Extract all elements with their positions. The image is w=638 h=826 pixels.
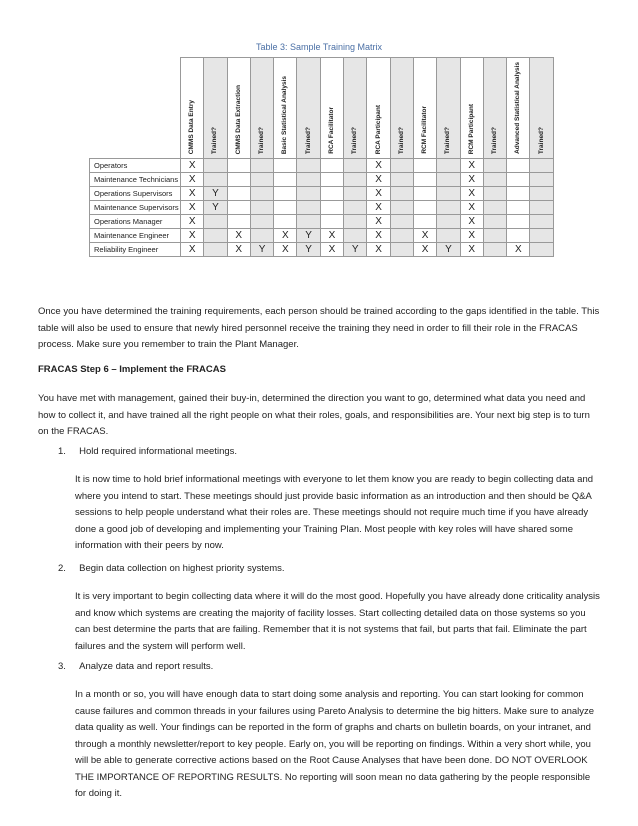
matrix-cell (507, 215, 530, 229)
matrix-cell: X (320, 229, 343, 243)
matrix-cell (274, 159, 297, 173)
matrix-cell (390, 201, 413, 215)
matrix-cell (413, 215, 436, 229)
matrix-cell: Y (204, 187, 227, 201)
matrix-cell (437, 187, 460, 201)
matrix-cell (483, 243, 506, 257)
intro-paragraph: Once you have determined the training requirements, each person should be trained according to the gaps identified in the table. This table will also be used to ensure that newly hired personnel receive the training they need in order to fill their role in the FRACAS process. Make sure you remember to train the Plant Manager. (38, 306, 600, 350)
matrix-cell (227, 201, 250, 215)
matrix-row (90, 159, 554, 173)
table-caption: Table 3: Sample Training Matrix (255, 42, 383, 52)
list-title: Hold required informational meetings. (79, 446, 238, 457)
list-item-2 (58, 563, 285, 574)
matrix-corner (90, 58, 181, 159)
row-label: Operations Manager (90, 215, 181, 229)
list-body: It is very important to begin collecting data where it will do the most good. Hopefully you have already done criticality analysis and know which systems are creating the majority of facility losses. Start collecting detailed data on those systems so you can best determine the parts that are failing. Remember that it is not systems that fail, but parts that fail. Eliminate the part failures and the system will perform well. (75, 591, 600, 652)
matrix-body (90, 159, 554, 257)
matrix-cell (320, 173, 343, 187)
matrix-cell: X (181, 159, 204, 173)
matrix-cell: X (274, 243, 297, 257)
column-header: RCM Facilitator (413, 58, 436, 159)
list-title: Begin data collection on highest priority systems. (79, 563, 285, 574)
matrix-cell (297, 173, 320, 187)
matrix-cell (250, 215, 273, 229)
column-header: Trained? (297, 58, 320, 159)
section-paragraph: You have met with management, gained their buy-in, determined the direction you want to go, determined what data you need and how to collect it, and have trained all the right people on what their roles, goals, and responsibilities are. Your next big step is to turn on the FRACAS. (38, 393, 590, 437)
matrix-cell (320, 201, 343, 215)
matrix-row (90, 243, 554, 257)
matrix-cell (483, 229, 506, 243)
matrix-cell (344, 173, 367, 187)
matrix-cell (437, 173, 460, 187)
matrix-cell: Y (250, 243, 273, 257)
matrix-cell: X (460, 187, 483, 201)
column-header: CMMS Data Entry (181, 58, 204, 159)
list-title: Analyze data and report results. (79, 661, 214, 672)
row-label: Maintenance Engineer (90, 229, 181, 243)
matrix-cell: X (181, 215, 204, 229)
matrix-cell (274, 173, 297, 187)
matrix-cell (483, 201, 506, 215)
matrix-cell (483, 159, 506, 173)
matrix-cell: Y (344, 243, 367, 257)
matrix-cell (250, 159, 273, 173)
matrix-cell: X (460, 215, 483, 229)
matrix-cell (320, 215, 343, 229)
matrix-cell: X (413, 243, 436, 257)
matrix-cell: X (320, 243, 343, 257)
matrix-cell: X (413, 229, 436, 243)
matrix-cell (274, 215, 297, 229)
matrix-cell: Y (297, 243, 320, 257)
matrix-cell (250, 173, 273, 187)
matrix-cell (227, 159, 250, 173)
matrix-cell (507, 229, 530, 243)
column-header: Trained? (344, 58, 367, 159)
matrix-cell (204, 173, 227, 187)
matrix-cell (297, 187, 320, 201)
matrix-cell (530, 229, 553, 243)
matrix-cell: X (460, 243, 483, 257)
matrix-cell: X (367, 229, 390, 243)
matrix-cell: X (507, 243, 530, 257)
column-header: Trained? (437, 58, 460, 159)
matrix-cell: Y (204, 201, 227, 215)
matrix-cell: Y (297, 229, 320, 243)
matrix-row (90, 173, 554, 187)
column-header: Trained? (204, 58, 227, 159)
matrix-cell: X (460, 173, 483, 187)
matrix-row (90, 229, 554, 243)
matrix-cell (344, 159, 367, 173)
matrix-cell (320, 187, 343, 201)
matrix-cell: X (181, 229, 204, 243)
matrix-cell (530, 215, 553, 229)
matrix-cell (390, 215, 413, 229)
matrix-cell (204, 159, 227, 173)
matrix-cell (297, 215, 320, 229)
matrix-cell: X (367, 243, 390, 257)
column-header: CMMS Data Extraction (227, 58, 250, 159)
matrix-row (90, 187, 554, 201)
column-header: Trained? (390, 58, 413, 159)
matrix-cell (390, 243, 413, 257)
column-header: Advanced Statistical Analysis (507, 58, 530, 159)
matrix-cell (344, 229, 367, 243)
matrix-cell (530, 173, 553, 187)
matrix-cell: Y (437, 243, 460, 257)
matrix-header-row (90, 58, 554, 159)
matrix-cell: X (460, 201, 483, 215)
matrix-cell (483, 173, 506, 187)
matrix-cell (437, 201, 460, 215)
matrix-cell (483, 215, 506, 229)
matrix-cell (274, 187, 297, 201)
list-item-1 (58, 446, 237, 457)
column-header: RCM Participant (460, 58, 483, 159)
matrix-cell: X (367, 159, 390, 173)
matrix-cell (413, 187, 436, 201)
matrix-cell (320, 159, 343, 173)
matrix-cell (204, 243, 227, 257)
matrix-cell (344, 215, 367, 229)
row-label: Operations Supervisors (90, 187, 181, 201)
matrix-cell: X (367, 173, 390, 187)
matrix-cell (507, 173, 530, 187)
matrix-cell (507, 187, 530, 201)
matrix-cell: X (460, 159, 483, 173)
matrix-cell (227, 173, 250, 187)
matrix-cell (297, 159, 320, 173)
matrix-cell (390, 187, 413, 201)
list-number: 2. (58, 563, 66, 574)
matrix-cell: X (367, 201, 390, 215)
matrix-cell: X (181, 187, 204, 201)
matrix-cell: X (181, 243, 204, 257)
matrix-cell (297, 201, 320, 215)
list-body: It is now time to hold brief informational meetings with everyone to let them know you are ready to begin collecting data and where you intend to start. These meetings should just provide basic information as an introduction and then should be Q&A sessions to help people understand what their roles are. These meetings should not require much time if you have already done a good job of developing and implementing your Training Plan. Most people with key roles will have shared some information with their peers by now. (75, 474, 594, 551)
matrix-cell (344, 187, 367, 201)
matrix-cell (437, 159, 460, 173)
matrix-cell (483, 187, 506, 201)
matrix-cell (530, 159, 553, 173)
matrix-cell (250, 187, 273, 201)
matrix-cell (250, 201, 273, 215)
list-number: 3. (58, 661, 66, 672)
matrix-cell (390, 229, 413, 243)
list-item-3 (58, 661, 213, 672)
matrix-cell (274, 201, 297, 215)
matrix-cell (507, 159, 530, 173)
training-matrix (89, 57, 554, 257)
matrix-cell: X (227, 229, 250, 243)
matrix-cell (204, 229, 227, 243)
matrix-cell (250, 229, 273, 243)
matrix-cell: X (181, 173, 204, 187)
matrix-cell (413, 201, 436, 215)
matrix-cell: X (181, 201, 204, 215)
column-header: Basic Statistical Analysis (274, 58, 297, 159)
row-label: Maintenance Technicians (90, 173, 181, 187)
matrix-cell: X (227, 243, 250, 257)
matrix-cell (413, 159, 436, 173)
list-body: In a month or so, you will have enough data to start doing some analysis and reporting. You can start looking for common cause failures and common threads in your failures using Pareto Analysis to determine the big hitters. Make sure to analyze data quality as well. Your findings can be reported in the form of graphs and charts on bulletin boards, on your intranet, and through a monthly newsletter/report to key people. Early on, you will be reporting on findings. Within a very short while, you will be able to generate corrective actions based on the Root Cause Analyses that have been done. DO NOT OVERLOOK THE IMPORTANCE OF REPORTING RESULTS. No reporting will soon mean no data gathering by the people responsible for doing it. (75, 689, 595, 799)
column-header: Trained? (483, 58, 506, 159)
matrix-cell (227, 187, 250, 201)
matrix-cell (390, 159, 413, 173)
matrix-cell (204, 215, 227, 229)
list-number: 1. (58, 446, 66, 457)
row-label: Reliability Engineer (90, 243, 181, 257)
column-header: RCA Facilitator (320, 58, 343, 159)
matrix-cell: X (367, 215, 390, 229)
matrix-cell (530, 187, 553, 201)
matrix-cell (413, 173, 436, 187)
matrix-cell (227, 215, 250, 229)
matrix-cell (530, 201, 553, 215)
section-heading: FRACAS Step 6 – Implement the FRACAS (38, 364, 226, 375)
matrix-cell (344, 201, 367, 215)
matrix-cell (530, 243, 553, 257)
row-label: Maintenance Supervisors (90, 201, 181, 215)
matrix-cell (437, 229, 460, 243)
row-label: Operators (90, 159, 181, 173)
matrix-cell: X (367, 187, 390, 201)
matrix-cell: X (460, 229, 483, 243)
matrix-cell (390, 173, 413, 187)
matrix-cell (437, 215, 460, 229)
column-header: Trained? (250, 58, 273, 159)
matrix-row (90, 215, 554, 229)
column-header: Trained? (530, 58, 553, 159)
matrix-cell: X (274, 229, 297, 243)
column-header: RCA Participant (367, 58, 390, 159)
matrix-row (90, 201, 554, 215)
matrix-cell (507, 201, 530, 215)
